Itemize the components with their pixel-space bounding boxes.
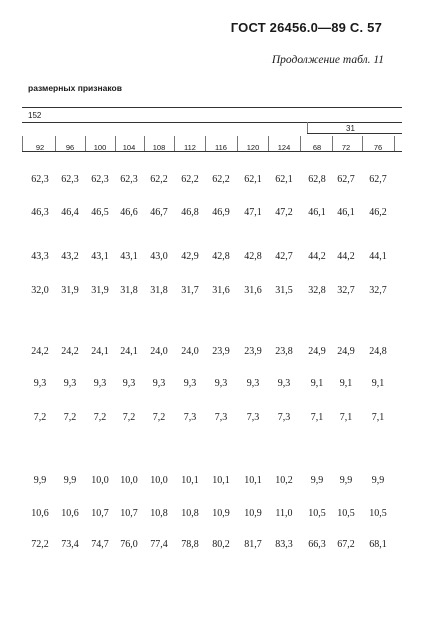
table-cell: 76,0	[120, 539, 138, 550]
table-cell: 10,0	[150, 475, 168, 486]
table-cell: 31,5	[275, 285, 293, 296]
table-cell: 62,8	[308, 174, 326, 185]
table-cell: 42,7	[275, 251, 293, 262]
table-cell: 46,6	[120, 207, 138, 218]
table-cell: 46,8	[181, 207, 199, 218]
table-cell: 46,5	[91, 207, 109, 218]
column-divider	[300, 136, 301, 151]
subgroup-label: 31	[346, 124, 355, 133]
table-cell: 81,7	[244, 539, 262, 550]
table-cell: 46,1	[337, 207, 355, 218]
column-divider	[237, 136, 238, 151]
table-cell: 83,3	[275, 539, 293, 550]
table-cell: 44,1	[369, 251, 387, 262]
table-cell: 32,7	[369, 285, 387, 296]
table-cell: 23,9	[244, 346, 262, 357]
table-cell: 9,9	[339, 475, 353, 486]
table-cell: 9,9	[371, 475, 385, 486]
table-cell: 9,3	[33, 378, 47, 389]
group-label: 152	[28, 111, 42, 120]
table-cell: 10,6	[31, 508, 49, 519]
table-cell: 43,0	[150, 251, 168, 262]
table-cell: 7,2	[152, 412, 166, 423]
table-cell: 62,3	[61, 174, 79, 185]
table-cell: 9,3	[152, 378, 166, 389]
table-cell: 80,2	[212, 539, 230, 550]
table-cell: 9,3	[277, 378, 291, 389]
column-header: 68	[312, 143, 322, 152]
table-cell: 31,9	[61, 285, 79, 296]
table-cell: 46,1	[308, 207, 326, 218]
table-cell: 24,1	[120, 346, 138, 357]
table-cell: 46,7	[150, 207, 168, 218]
table-cell: 43,1	[91, 251, 109, 262]
column-header: 100	[93, 143, 107, 152]
column-header: 108	[152, 143, 166, 152]
column-header: 112	[184, 143, 196, 152]
table-cell: 10,7	[120, 508, 138, 519]
column-divider	[22, 136, 23, 151]
table-cell: 31,8	[120, 285, 138, 296]
table-cell: 31,8	[150, 285, 168, 296]
table-cell: 62,3	[31, 174, 49, 185]
table-cell: 9,3	[214, 378, 228, 389]
table-cell: 72,2	[31, 539, 49, 550]
table-cell: 7,3	[277, 412, 291, 423]
table-cell: 62,2	[212, 174, 230, 185]
table-cell: 9,3	[183, 378, 197, 389]
table-cell: 7,3	[246, 412, 260, 423]
table-cell: 24,1	[91, 346, 109, 357]
table-cell: 23,9	[212, 346, 230, 357]
table-cell: 23,8	[275, 346, 293, 357]
table-top-rule	[22, 107, 402, 108]
column-header: 120	[246, 143, 260, 152]
table-cell: 62,7	[369, 174, 387, 185]
table-cell: 7,2	[122, 412, 136, 423]
table-cell: 7,3	[214, 412, 228, 423]
table-cell: 31,9	[91, 285, 109, 296]
page-header: ГОСТ 26456.0—89 С. 57	[230, 20, 382, 35]
table-cell: 42,8	[212, 251, 230, 262]
table-cell: 68,1	[369, 539, 387, 550]
table-cell: 10,8	[150, 508, 168, 519]
table-cell: 67,2	[337, 539, 355, 550]
column-header: 116	[215, 143, 227, 152]
table-cell: 10,5	[369, 508, 387, 519]
table-cell: 7,1	[371, 412, 385, 423]
table-cell: 9,9	[33, 475, 47, 486]
table-cell: 10,8	[181, 508, 199, 519]
table-cell: 43,1	[120, 251, 138, 262]
table-cell: 32,8	[308, 285, 326, 296]
table-cell: 66,3	[308, 539, 326, 550]
table-cell: 62,3	[120, 174, 138, 185]
column-divider	[362, 136, 363, 151]
table-cell: 62,7	[337, 174, 355, 185]
table-cell: 43,2	[61, 251, 79, 262]
table-cell: 46,2	[369, 207, 387, 218]
table-cell: 9,3	[93, 378, 107, 389]
table-cell: 7,1	[339, 412, 353, 423]
table-cell: 24,2	[31, 346, 49, 357]
column-header: 92	[35, 143, 45, 152]
table-cell: 10,2	[275, 475, 293, 486]
column-header: 124	[277, 143, 291, 152]
subgroup-rule	[307, 133, 402, 134]
table-cell: 73,4	[61, 539, 79, 550]
table-cell: 9,1	[371, 378, 385, 389]
table-cell: 7,1	[310, 412, 324, 423]
table-cell: 10,5	[337, 508, 355, 519]
table-cell: 10,1	[181, 475, 199, 486]
table-cell: 31,7	[181, 285, 199, 296]
column-header: 72	[341, 143, 351, 152]
column-divider	[394, 136, 395, 151]
table-cell: 62,1	[275, 174, 293, 185]
table-cell: 44,2	[337, 251, 355, 262]
table-cell: 42,8	[244, 251, 262, 262]
table-cell: 32,7	[337, 285, 355, 296]
table-cell: 62,3	[91, 174, 109, 185]
table-cell: 9,9	[310, 475, 324, 486]
table-cell: 10,7	[91, 508, 109, 519]
table-cell: 42,9	[181, 251, 199, 262]
table-continuation-label: Продолжение табл. 11	[271, 54, 384, 66]
table-cell: 9,9	[63, 475, 77, 486]
table-cell: 7,2	[93, 412, 107, 423]
table-cell: 43,3	[31, 251, 49, 262]
table-cell: 62,2	[181, 174, 199, 185]
table-cell: 10,0	[91, 475, 109, 486]
table-cell: 10,5	[308, 508, 326, 519]
table-cell: 10,1	[244, 475, 262, 486]
table-subheading: размерных признаков	[28, 83, 122, 93]
column-header: 104	[122, 143, 136, 152]
column-divider	[174, 136, 175, 151]
table-cell: 9,3	[63, 378, 77, 389]
column-header: 96	[65, 143, 75, 152]
table-cell: 10,9	[212, 508, 230, 519]
table-cell: 7,3	[183, 412, 197, 423]
table-cell: 24,8	[369, 346, 387, 357]
table-cell: 11,0	[275, 508, 293, 519]
table-cell: 31,6	[212, 285, 230, 296]
table-cell: 31,6	[244, 285, 262, 296]
table-cell: 9,3	[122, 378, 136, 389]
table-cell: 74,7	[91, 539, 109, 550]
table-cell: 78,8	[181, 539, 199, 550]
table-cell: 46,4	[61, 207, 79, 218]
table-cell: 10,6	[61, 508, 79, 519]
table-cell: 7,2	[33, 412, 47, 423]
table-cell: 10,0	[120, 475, 138, 486]
table-cell: 24,0	[150, 346, 168, 357]
column-divider	[205, 136, 206, 151]
group-rule	[22, 122, 402, 123]
table-cell: 9,1	[310, 378, 324, 389]
table-cell: 62,2	[150, 174, 168, 185]
table-cell: 24,0	[181, 346, 199, 357]
table-cell: 47,2	[275, 207, 293, 218]
table-cell: 46,9	[212, 207, 230, 218]
table-cell: 46,3	[31, 207, 49, 218]
table-cell: 44,2	[308, 251, 326, 262]
table-cell: 10,9	[244, 508, 262, 519]
table-cell: 7,2	[63, 412, 77, 423]
table-cell: 47,1	[244, 207, 262, 218]
column-header: 76	[373, 143, 383, 152]
table-cell: 77,4	[150, 539, 168, 550]
table-cell: 9,3	[246, 378, 260, 389]
table-cell: 10,1	[212, 475, 230, 486]
subgroup-divider	[307, 122, 308, 133]
table-cell: 9,1	[339, 378, 353, 389]
table-cell: 62,1	[244, 174, 262, 185]
table-cell: 24,9	[308, 346, 326, 357]
table-cell: 24,9	[337, 346, 355, 357]
column-divider	[268, 136, 269, 151]
table-cell: 24,2	[61, 346, 79, 357]
table-cell: 32,0	[31, 285, 49, 296]
